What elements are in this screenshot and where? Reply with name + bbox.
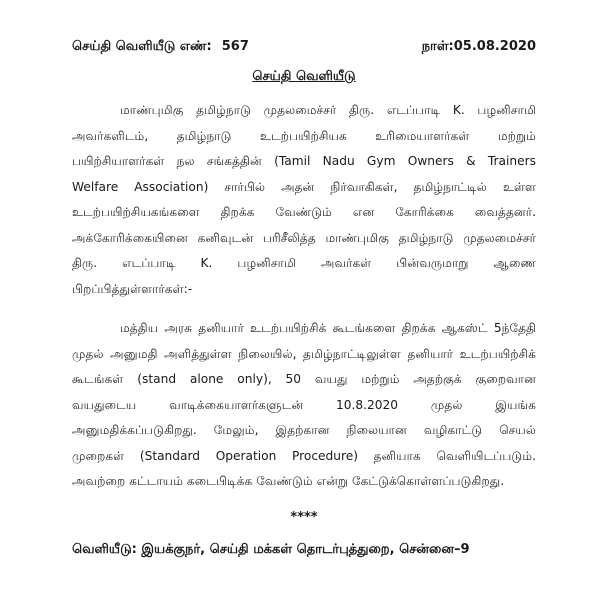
paragraph-line: மாண்புமிகு தமிழ்நாடு முதலமைச்சர் திரு. எடப்பாடி K. பழனிசாமி [120,103,536,117]
paragraph-line: முறைகள் (Standard Operation Procedure) தனியாக வெளியிடப்படும். [72,448,536,463]
issuer-footer: வெளியீடு: இயக்குநர், செய்தி மக்கள் தொடர்புத்துறை, சென்னை–9 [72,541,470,557]
paragraph-1 [72,98,536,302]
paragraph-line: முதல் அனுமதி அளித்துள்ள நிலையில், தமிழ்நாட்டிலுள்ள தனியார் உடற்பயிற்சிக் [72,346,536,361]
paragraph-line: உடற்பயிற்சியகங்களை திறக்க வேண்டும் என கோரிக்கை வைத்தனர். [72,205,536,219]
paragraph-line: வயதுடைய வாடிக்கையாளர்களுடன் 10.8.2020 முதல் இயங்க [72,397,536,412]
paragraph-line: அனுமதிக்கப்படுகிறது. மேலும், இதற்கான நிலையான வழிகாட்டு செயல் [72,423,536,437]
paragraph-2 [72,316,536,495]
paragraph-line: மத்திய அரசு தனியார் உடற்பயிற்சிக் கூடங்களை திறக்க ஆகஸ்ட் 5ந்தேதி [120,321,536,335]
paragraph-line: கூடங்கள் (stand alone only), 50 வயது மற்றும் அதற்குக் குறைவான [72,372,536,386]
paragraph-line: அவற்றை கட்டாயம் கடைபிடிக்க வேண்டும் என்று கேட்டுக்கொள்ளப்படுகிறது. [72,474,505,488]
release-number-block [72,38,249,56]
separator-stars: **** [290,509,318,525]
paragraph-line: Welfare Association) சார்பில் அதன் நிர்வாகிகள், தமிழ்நாட்டில் உள்ள [72,179,536,194]
document-title: செய்தி வெளியீடு [252,69,356,84]
paragraph-line: திரு. எடப்பாடி K. பழனிசாமி அவர்கள் பின்வருமாறு ஆணை [72,256,536,270]
release-label: செய்தி வெளியீடு எண்: [72,39,212,54]
release-date: நாள்:05.08.2020 [421,39,536,54]
paragraph-line: பயிற்சியாளர்கள் நல சங்கத்தின் (Tamil Nadu Gym Owners & Trainers [72,154,536,168]
paragraph-line: பிறப்பித்துள்ளார்கள்:- [72,281,193,296]
paragraph-line: அக்கோரிக்கையினை கனிவுடன் பரிசீலித்த மாண்புமிகு தமிழ்நாடு முதலமைச்சர் [72,230,536,245]
header-row [72,38,536,56]
release-number: 567 [221,39,249,54]
paragraph-line: அவர்களிடம், தமிழ்நாடு உடற்பயிற்சியக உரிமையாளர்கள் மற்றும் [72,128,536,143]
